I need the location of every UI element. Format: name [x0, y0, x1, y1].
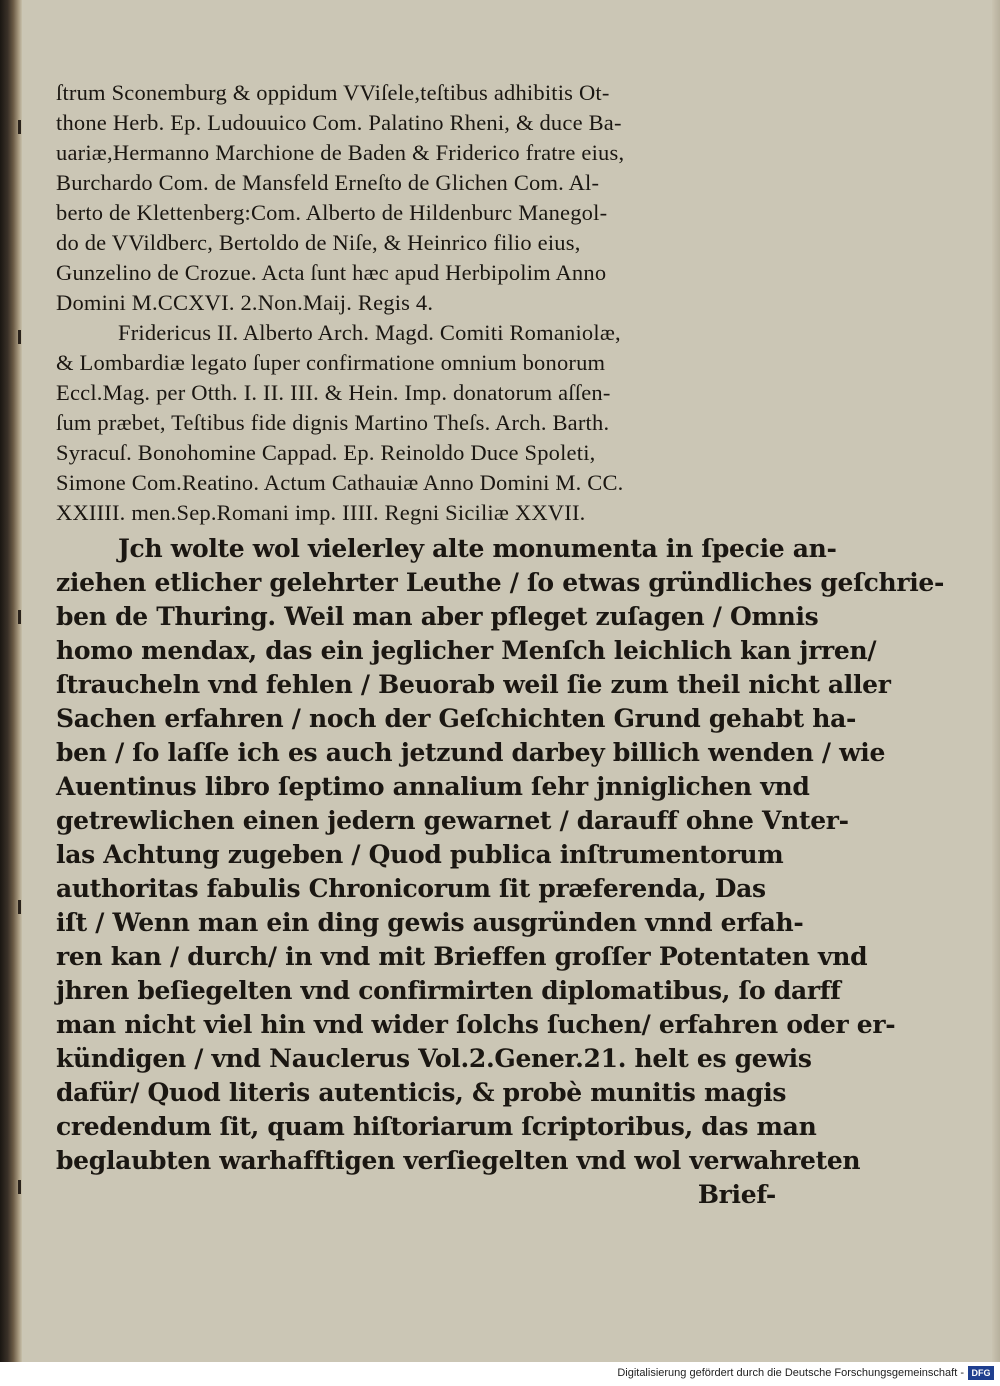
- binding-mark: [18, 610, 21, 624]
- binding-mark: [18, 120, 21, 134]
- text-line: ren kan / durch/ in vnd mit Brieffen groſſer Potentaten vnd: [56, 942, 868, 971]
- text-line: XXIIII. men.Sep.Romani imp. IIII. Regni Siciliæ XXVII.: [56, 500, 586, 525]
- text-line: ſtrum Sconemburg & oppidum VViſele,teſtibus adhibitis Ot-: [56, 80, 610, 105]
- text-line: & Lombardiæ legato ſuper confirmatione omnium bonorum: [56, 350, 606, 375]
- text-line: homo mendax, das ein jeglicher Menſch leichlich kan jrren/: [56, 636, 877, 665]
- dfg-logo: DFG: [968, 1366, 994, 1380]
- text-line: getrewlichen einen jedern gewarnet / darauff ohne Vnter-: [56, 806, 849, 835]
- text-line: Gunzelino de Crozue. Acta ſunt hæc apud Herbipolim Anno: [56, 260, 607, 285]
- text-line: ben / ſo laſſe ich es auch jetzund darbey billich wenden / wie: [56, 738, 886, 767]
- binding-mark: [18, 330, 21, 344]
- text-line: ben de Thuring. Weil man aber pfleget zuſagen / Omnis: [56, 602, 819, 631]
- text-line: iſt / Wenn man ein ding gewis ausgründen vnnd erfah-: [56, 908, 804, 937]
- text-line: Simone Com.Reatino. Actum Cathauiæ Anno Domini M. CC.: [56, 470, 624, 495]
- text-line: beglaubten warhafftigen verſiegelten vnd wol verwahreten: [56, 1146, 861, 1175]
- text-line: ziehen etlicher gelehrter Leuthe / ſo etwas gründliches geſchrie-: [56, 568, 945, 597]
- text-line: ſtraucheln vnd fehlen / Beuorab weil ſie zum theil nicht aller: [56, 670, 891, 699]
- binding-mark: [18, 1180, 21, 1194]
- text-line: uariæ,Hermanno Marchione de Baden & Friderico fratre eius,: [56, 140, 625, 165]
- text-line: dafür/ Quod literis autenticis, & probè munitis magis: [56, 1078, 787, 1107]
- page-text: [56, 78, 945, 1212]
- text-line: Auentinus libro ſeptimo annalium ſehr jnniglichen vnd: [56, 772, 810, 801]
- text-line: man nicht viel hin vnd wider ſolchs ſuchen/ erfahren oder er-: [56, 1010, 896, 1039]
- text-line: Eccl.Mag. per Otth. I. II. III. & Hein. Imp. donatorum aſſen-: [56, 380, 611, 405]
- funding-credit: Digitalisierung gefördert durch die Deutsche Forschungsgemeinschaft -: [617, 1367, 964, 1379]
- text-line: thone Herb. Ep. Ludouuico Com. Palatino Rheni, & duce Ba-: [56, 110, 622, 135]
- text-line: Fridericus II. Alberto Arch. Magd. Comiti Romaniolæ,: [118, 320, 621, 345]
- page-edge: [992, 0, 1000, 1362]
- footer-bar: [0, 1362, 1000, 1386]
- book-binding: [0, 0, 22, 1362]
- text-line: Jch wolte wol vielerley alte monumenta in ſpecie an-: [118, 534, 837, 563]
- text-line: do de VVildberc, Bertoldo de Niſe, & Heinrico filio eius,: [56, 230, 581, 255]
- text-line: Burchardo Com. de Mansfeld Erneſto de Glichen Com. Al-: [56, 170, 600, 195]
- text-line: ſum præbet, Teſtibus fide dignis Martino Theſs. Arch. Barth.: [56, 410, 610, 435]
- text-line: Domini M.CCXVI. 2.Non.Maij. Regis 4.: [56, 290, 434, 315]
- text-line: credendum ſit, quam hiſtoriarum ſcriptoribus, das man: [56, 1112, 817, 1141]
- text-line: jhren beſiegelten vnd confirmirten diplomatibus, ſo darff: [56, 976, 841, 1005]
- text-line: Sachen erfahren / noch der Geſchichten Grund gehabt ha-: [56, 704, 857, 733]
- catchword: Brief-: [697, 1180, 776, 1209]
- text-line: las Achtung zugeben / Quod publica inſtrumentorum: [56, 840, 784, 869]
- text-line: berto de Klettenberg:Com. Alberto de Hildenburc Manegol-: [56, 200, 608, 225]
- binding-mark: [18, 900, 21, 914]
- text-line: authoritas fabulis Chronicorum ſit præferenda, Das: [56, 874, 766, 903]
- text-line: kündigen / vnd Nauclerus Vol.2.Gener.21. helt es gewis: [56, 1044, 812, 1073]
- text-line: Syracuſ. Bonohomine Cappad. Ep. Reinoldo Duce Spoleti,: [56, 440, 596, 465]
